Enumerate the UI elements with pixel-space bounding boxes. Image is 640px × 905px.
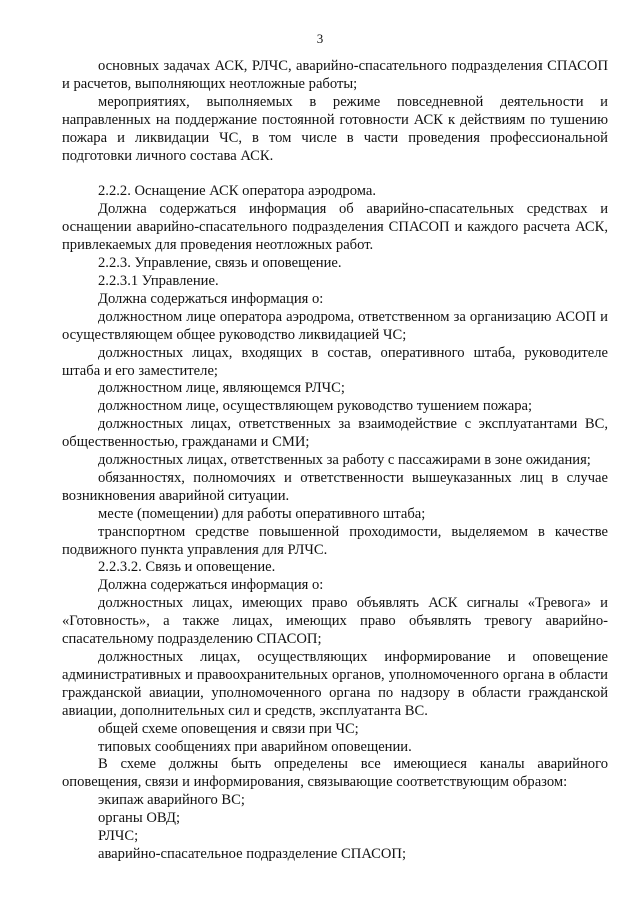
- section-heading: 2.2.2. Оснащение АСК оператора аэродрома.: [98, 183, 376, 200]
- paragraph: Должна содержаться информация об аварийно-спасательных средствах и оснащении аварийно-спасательного подразделения СПАСОП и каждого расчета АСК, привлекаемых для проведения неотложных работ.: [62, 201, 608, 254]
- paragraph: основных задачах АСК, РЛЧС, аварийно-спасательного подразделения СПАСОП и расчетов, выполняющих неотложные работы;: [62, 58, 608, 92]
- paragraph: Должна содержаться информация о:: [98, 577, 324, 594]
- subsection-heading: 2.2.3.1 Управление.: [98, 272, 219, 289]
- section-heading: 2.2.3. Управление, связь и оповещение.: [98, 255, 342, 272]
- list-item: транспортном средстве повышенной проходимости, выделяемом в качестве подвижного пункта управления для РЛЧС.: [62, 523, 608, 558]
- list-item: экипаж аварийного ВС;: [98, 792, 245, 809]
- list-item: общей схеме оповещения и связи при ЧС;: [98, 720, 359, 737]
- paragraph: мероприятиях, выполняемых в режиме повседневной деятельности и направленных на поддержание постоянной готовности АСК к действиям по тушению пожара и ликвидации ЧС, в том числе в части проведения профессиональной подготовки личного состава АСК.: [62, 93, 608, 164]
- list-item: должностном лице, осуществляющем руководство тушением пожара;: [98, 398, 533, 415]
- list-item: должностных лицах, имеющих право объявлять АСК сигналы «Тревога» и «Готовность», а также лицах, имеющих право объявлять тревогу аварийно-спасательному подразделению СПАСОП;: [62, 595, 608, 648]
- list-item: должностных лицах, осуществляющих информирование и оповещение административных и правоохранительных органов, уполномоченного органа в области гражданской авиации, уполномоченного органа по надзору в области гражданской авиации, дополнительных сил и средств, эксплуатанта ВС.: [62, 649, 608, 719]
- paragraph: В схеме должны быть определены все имеющиеся каналы аварийного оповещения, связи и информирования, связывающие соответствующим образом:: [62, 756, 608, 791]
- spacer: [62, 165, 608, 183]
- list-item: должностных лицах, входящих в состав, оперативного штаба, руководителе штаба и его заместителе;: [62, 344, 608, 379]
- list-item: должностных лицах, ответственных за работу с пассажирами в зоне ожидания;: [98, 452, 591, 469]
- list-item: должностном лице оператора аэродрома, ответственном за организацию АСОП и осуществляющем общее руководство ликвидацией ЧС;: [62, 308, 608, 343]
- list-item: органы ОВД;: [98, 810, 181, 827]
- list-item: обязанностях, полномочиях и ответственности вышеуказанных лиц в случае возникновения аварийной ситуации.: [62, 469, 608, 504]
- list-item: должностном лице, являющемся РЛЧС;: [98, 380, 345, 397]
- list-item: должностных лицах, ответственных за взаимодействие с эксплуатантами ВС, общественностью, гражданами и СМИ;: [62, 416, 608, 451]
- list-item: РЛЧС;: [98, 828, 139, 845]
- subsection-heading: 2.2.3.2. Связь и оповещение.: [98, 559, 276, 576]
- paragraph: Должна содержаться информация о:: [98, 290, 324, 307]
- list-item: аварийно-спасательное подразделение СПАСОП;: [98, 845, 407, 862]
- page-number: 3: [316, 31, 324, 46]
- list-item: типовых сообщениях при аварийном оповещении.: [98, 738, 412, 755]
- document-body: [62, 58, 608, 864]
- list-item: месте (помещении) для работы оперативного штаба;: [98, 505, 426, 522]
